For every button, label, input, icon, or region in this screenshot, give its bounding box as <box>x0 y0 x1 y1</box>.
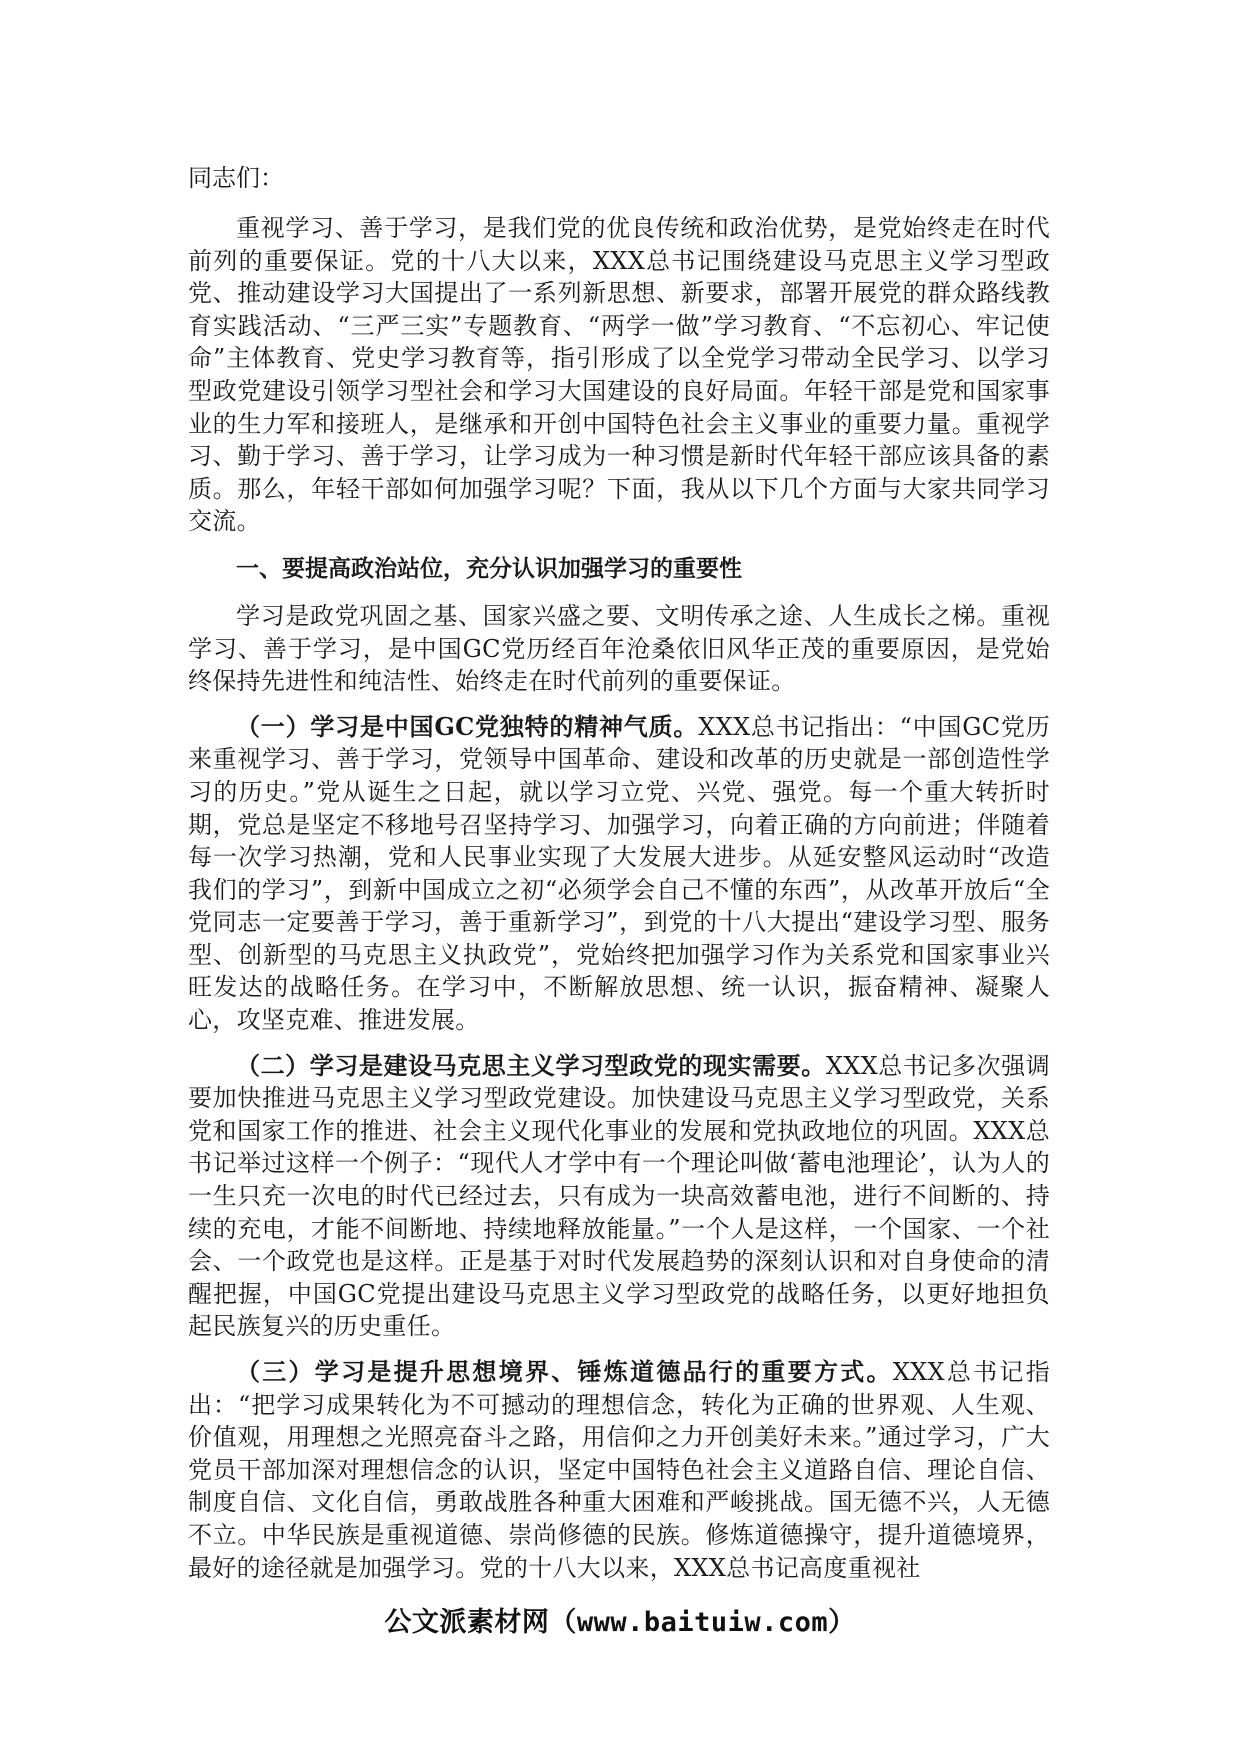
point-3-lead: （三）学习是提升思想境界、锤炼道德品行的重要方式。 <box>236 1357 893 1386</box>
point-1-lead: （一）学习是中国GC党独特的精神气质。 <box>236 711 699 741</box>
section-intro-paragraph: 学习是政党巩固之基、国家兴盛之要、文明传承之途、人生成长之梯。重视学习、善于学习，是中国GC党历经百年沧桑依旧风华正茂的重要原因，是党始终保持先进性和纯洁性、始终走在时代前列的重要保证。 <box>188 601 1050 696</box>
point-1-paragraph <box>188 711 1050 1037</box>
point-3-paragraph <box>188 1356 1050 1584</box>
point-2-paragraph <box>188 1050 1050 1343</box>
point-2-body: XXX总书记多次强调要加快推进马克思主义学习型政党建设。加快建设马克思主义学习型政党，关系党和国家工作的推进、社会主义现代化事业的发展和党执政地位的巩固。XXX总书记举过这样一个例子：“现代人才学中有一个理论叫做‘蓄电池理论’，认为人的一生只充一次电的时代已经过去，只有成为一块高效蓄电池，进行不间断的、持续的充电，才能不间断地、持续地释放能量。”一个人是这样，一个国家、一个社会、一个政党也是这样。正是基于对时代发展趋势的深刻认识和对自身使命的清醒把握，中国GC党提出建设马克思主义学习型政党的战略任务，以更好地担负起民族复兴的历史重任。 <box>188 1051 1050 1341</box>
salutation: 同志们： <box>188 164 284 192</box>
section-heading: 一、要提高政治站位，充分认识加强学习的重要性 <box>236 554 742 582</box>
point-3-body: XXX总书记指出：“把学习成果转化为不可撼动的理想信念，转化为正确的世界观、人生观、价值观，用理想之光照亮奋斗之路，用信仰之力开创美好未来。”通过学习，广大党员干部加深对理想信念的认识，坚定中国特色社会主义道路自信、理论自信、制度自信、文化自信，勇敢战胜各种重大困难和严峻挑战。国无德不兴，人无德不立。中华民族是重视道德、崇尚修德的民族。修炼道德操守，提升道德境界，最好的途径就是加强学习。党的十八大以来，XXX总书记高度重视社 <box>188 1358 1051 1582</box>
document-body <box>188 160 1050 1597</box>
footer-watermark: 公文派素材网（www.baituiw.com） <box>384 1607 856 1638</box>
intro-paragraph: 重视学习、善于学习，是我们党的优良传统和政治优势，是党始终走在时代前列的重要保证。党的十八大以来，XXX总书记围绕建设马克思主义学习型政党、推动建设学习大国提出了一系列新思想、新要求，部署开展党的群众路线教育实践活动、“三严三实”专题教育、“两学一做”学习教育、“不忘初心、牢记使命”主体教育、党史学习教育等，指引形成了以全党学习带动全民学习、以学习型政党建设引领学习型社会和学习大国建设的良好局面。年轻干部是党和国家事业的生力军和接班人，是继承和开创中国特色社会主义事业的重要力量。重视学习、勤于学习、善于学习，让学习成为一种习惯是新时代年轻干部应该具备的素质。那么，年轻干部如何加强学习呢？下面，我从以下几个方面与大家共同学习交流。 <box>188 214 1050 536</box>
point-1-body: XXX总书记指出：“中国GC党历来重视学习、善于学习，党领导中国革命、建设和改革的历史就是一部创造性学习的历史。”党从诞生之日起，就以学习立党、兴党、强党。每一个重大转折时期，党总是坚定不移地号召坚持学习、加强学习，向着正确的方向前进；伴随着每一次学习热潮，党和人民事业实现了大发展大进步。从延安整风运动时“改造我们的学习”，到新中国成立之初“必须学会自己不懂的东西”，从改革开放后“全党同志一定要善于学习，善于重新学习”，到党的十八大提出“建设学习型、服务型、创新型的马克思主义执政党”，党始终把加强学习作为关系党和国家事业兴旺发达的战略任务。在学习中，不断解放思想、统一认识，振奋精神、凝聚人心，攻坚克难、推进发展。 <box>188 712 1050 1035</box>
point-2-lead: （二）学习是建设马克思主义学习型政党的现实需要。 <box>236 1050 826 1080</box>
